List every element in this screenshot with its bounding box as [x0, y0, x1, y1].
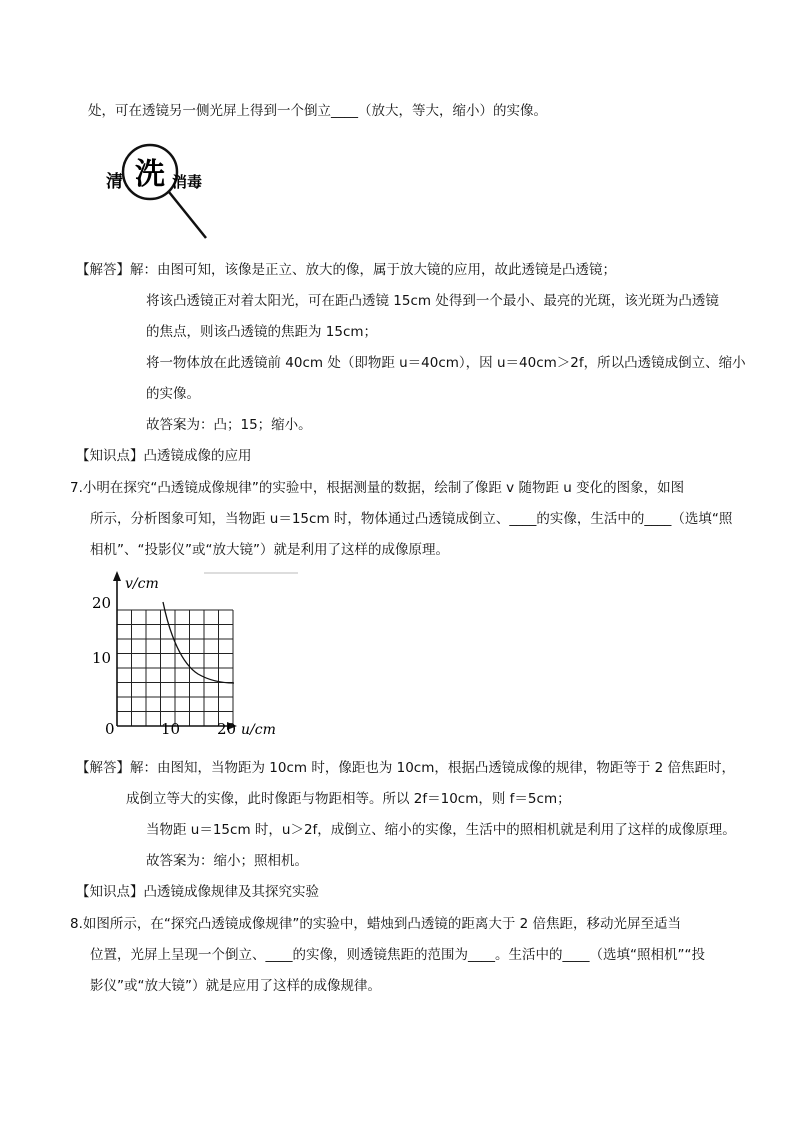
q6-line: 处，可在透镜另一侧光屏上得到一个倒立____（放大，等大，缩小）的实像。 — [88, 103, 547, 119]
graph-grid — [117, 610, 233, 726]
q7-answer-line-4: 故答案为：缩小；照相机。 — [146, 853, 308, 869]
answer-tag: 【解答】 — [76, 760, 130, 776]
q7-answer-line-3: 当物距 u＝15cm 时，u＞2f，成倒立、缩小的实像，生活中的照相机就是利用了这样的成像原理。 — [146, 822, 736, 838]
q6-answer-line-5: 的实像。 — [146, 386, 200, 402]
q7-line-1: 7.小明在探究“凸透镜成像规律”的实验中，根据测量的数据，绘制了像距 v 随物距 u 变化的图象，如图 — [70, 480, 685, 496]
v-u-graph — [86, 566, 306, 742]
q8-line-1: 8.如图所示，在“探究凸透镜成像规律”的实验中，蜡烛到凸透镜的距离大于 2 倍焦距，移动光屏至适当 — [70, 916, 682, 932]
y-axis-label: v/cm — [125, 576, 159, 592]
q6-answer-line-6: 故答案为：凸；15；缩小。 — [146, 417, 312, 433]
q7-line-2: 所示，分析图象可知，当物距 u＝15cm 时，物体通过凸透镜成倒立、____的实像，生活中的____（选填“照 — [90, 511, 733, 527]
origin-label: 0 — [105, 720, 115, 738]
answer-tag: 【解答】 — [76, 262, 130, 278]
x-tick-10: 10 — [161, 720, 181, 738]
magnifier-illustration — [88, 140, 218, 242]
image-center-char: 洗 — [135, 157, 165, 192]
image-right-chars: 消毒 — [172, 173, 203, 191]
q7-line-3: 相机”、“投影仪”或“放大镜”）就是利用了这样的成像原理。 — [90, 542, 449, 558]
q7-knowledge: 【知识点】凸透镜成像规律及其探究实验 — [76, 884, 319, 900]
q7-answer-line-1: 【解答】解：由图知，当物距为 10cm 时，像距也为 10cm，根据凸透镜成像的规律，物距等于 2 倍焦距时， — [76, 760, 736, 776]
y-axis-arrow — [113, 571, 121, 581]
q6-answer-line-4: 将一物体放在此透镜前 40cm 处（即物距 u＝40cm），因 u＝40cm＞2f，所以凸透镜成倒立、缩小 — [146, 355, 746, 371]
knowledge-tag: 【知识点】 — [76, 884, 144, 900]
q8-line-3: 影仪”或“放大镜”）就是应用了这样的成像规律。 — [90, 978, 381, 994]
q8-line-2: 位置，光屏上呈现一个倒立、____的实像，则透镜焦距的范围为____。生活中的____（选填“照相机”“投 — [90, 947, 705, 963]
q6-knowledge: 【知识点】凸透镜成像的应用 — [76, 448, 252, 464]
y-tick-20: 20 — [92, 594, 112, 612]
knowledge-tag: 【知识点】 — [76, 448, 144, 464]
x-tick-20: 20 — [217, 720, 237, 738]
q6-answer-line-3: 的焦点，则该凸透镜的焦距为 15cm； — [146, 324, 378, 340]
q6-answer-line-2: 将该凸透镜正对着太阳光，可在距凸透镜 15cm 处得到一个最小、最亮的光斑，该光斑为凸透镜 — [146, 293, 719, 309]
lens-handle — [169, 192, 206, 238]
y-tick-10: 10 — [92, 649, 112, 667]
image-left-char: 清 — [106, 172, 123, 192]
image-distance-curve — [163, 602, 234, 683]
q7-answer-line-2: 成倒立等大的实像，此时像距与物距相等。所以 2f＝10cm，则 f＝5cm； — [126, 791, 571, 807]
q6-answer-line-1: 【解答】解：由图可知，该像是正立、放大的像，属于放大镜的应用，故此透镜是凸透镜； — [76, 262, 616, 278]
x-axis-label: u/cm — [241, 722, 276, 738]
